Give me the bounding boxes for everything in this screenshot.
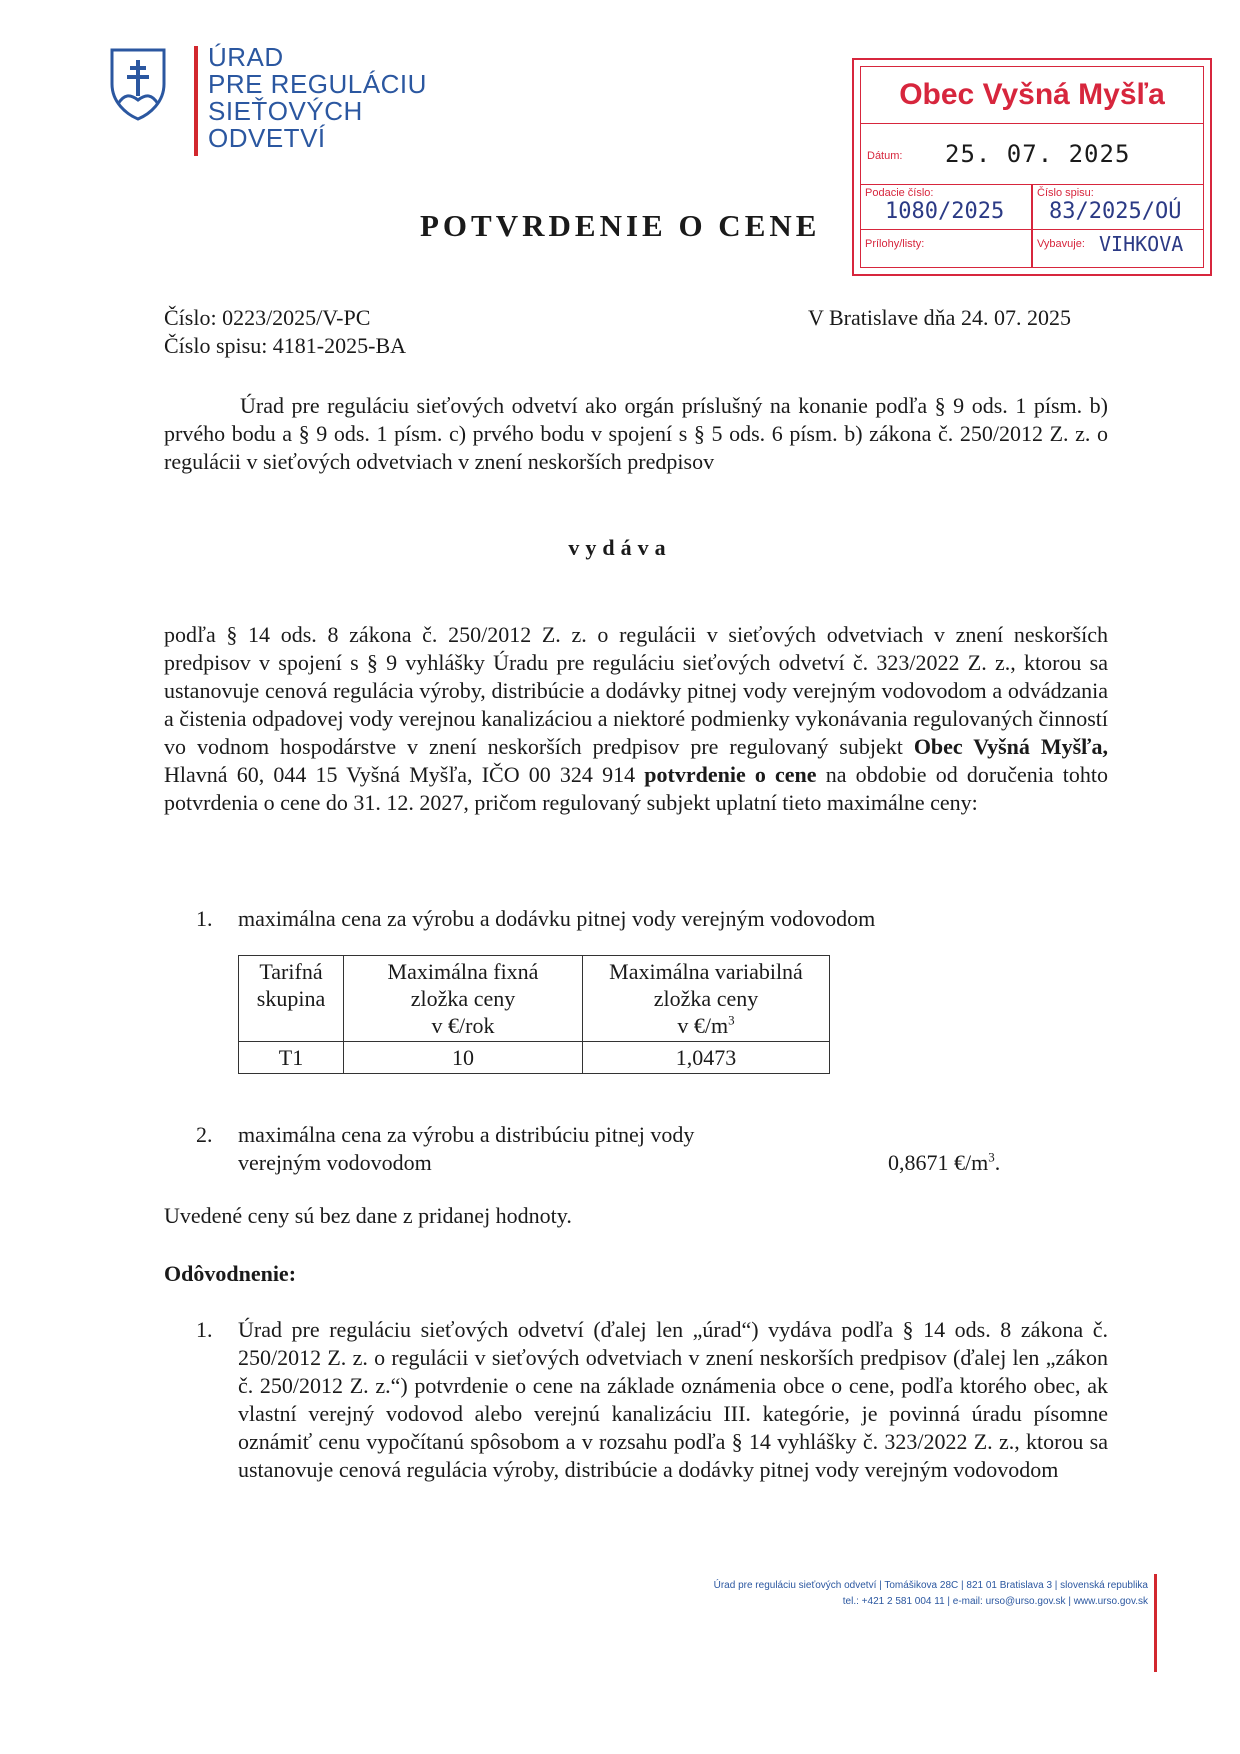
logo-line-4: ODVETVÍ: [208, 123, 326, 153]
item2-number: 2.: [196, 1122, 213, 1147]
justification-heading: Odôvodnenie:: [164, 1261, 297, 1286]
stamp-vybavuje-label: Vybavuje:: [1037, 238, 1085, 250]
footer-contacts: tel.: +421 2 581 004 11 | e-mail: urso@urso.gov.sk | www.urso.gov.sk: [842, 1596, 1148, 1607]
logo-text: [208, 44, 427, 152]
stamp-spis-value: 83/2025/OÚ: [1049, 199, 1182, 224]
reference-number: Číslo: 0223/2025/V-PC: [164, 305, 371, 330]
main-paragraph: [164, 621, 1108, 817]
item1-text: maximálna cena za výrobu a dodávku pitnej vody verejným vodovodom: [238, 906, 876, 931]
table-header-cell: Tarifná skupina: [239, 956, 344, 1042]
footer-address: Úrad pre reguláciu sieťových odvetví | Tomášikova 28C | 821 01 Bratislava 3 | slovenská republika: [713, 1580, 1148, 1591]
table-row: [239, 1042, 830, 1074]
stamp-date-value: 25. 07. 2025: [945, 140, 1131, 168]
table-header-cell: Maximálna variabilná zložka ceny v $€/m^3$: [583, 956, 830, 1042]
vat-note: Uvedené ceny sú bez dane z pridanej hodnoty.: [164, 1203, 572, 1228]
regulated-subject: Obec Vyšná Myšľa,: [913, 734, 1108, 759]
logo-divider: [194, 46, 198, 156]
stamp-organization: Obec Vyšná Myšľa: [861, 67, 1203, 124]
table-cell: 10: [344, 1042, 583, 1074]
item2-text: maximálna cena za výrobu a distribúciu pitnej vody verejným vodovodom: [238, 1122, 695, 1175]
stamp-podacie-value: 1080/2025: [885, 199, 1005, 224]
stamp-vybavuje-value: VIHKOVA: [1099, 232, 1184, 256]
stamp-podacie-label: Podacie číslo:: [865, 187, 934, 199]
intro-paragraph: Úrad pre reguláciu sieťových odvetví ako orgán príslušný na konanie podľa § 9 ods. 1 písm. b) prvého bodu a § 9 ods. 1 písm. c) prvého bodu v spojení s § 5 ods. 6 písm. b) zákona č. 250/2012 Z. z. o regulácii v sieťových odvetviach v znení neskorších predpisov: [164, 393, 1108, 474]
main-text-part2: Hlavná 60, 044 15 Vyšná Myšľa, IČO 00 324 914: [164, 762, 645, 787]
table-cell: 1,0473: [583, 1042, 830, 1074]
logo-line-3: SIEŤOVÝCH: [208, 96, 363, 126]
table-header-cell: Maximálna fixná zložka ceny v €/rok: [344, 956, 583, 1042]
stamp-date-label: Dátum:: [867, 150, 903, 162]
registry-stamp: [852, 58, 1212, 276]
issues-heading: vydáva: [568, 535, 672, 560]
footer-divider: [1154, 1574, 1157, 1672]
slovak-coat-of-arms-icon: [108, 46, 168, 122]
main-text-part3: na obdobie od doručenia tohto potvrdenia o cene do 31. 12. 2027, pričom regulovaný subjekt uplatní tieto maximálne ceny:: [164, 762, 1108, 815]
stamp-prilohy-label: Prílohy/listy:: [865, 238, 925, 250]
stamp-spis-label: Číslo spisu:: [1037, 187, 1094, 199]
table-cell: T1: [239, 1042, 344, 1074]
document-title: POTVRDENIE O CENE: [420, 208, 821, 243]
file-number: Číslo spisu: 4181-2025-BA: [164, 333, 407, 358]
logo-line-1: ÚRAD: [208, 42, 284, 72]
justification-item-number: 1.: [196, 1317, 213, 1342]
reference-block: [164, 304, 406, 360]
main-text-part1: podľa § 14 ods. 8 zákona č. 250/2012 Z. z. o regulácii v sieťových odvetviach v znení neskorších predpisov v spojení s § 9 vyhlášky Úradu pre reguláciu sieťových odvetví č. 323/2022 Z. z., ktorou sa ustanovuje cenová regulácia výroby, distribúcie a dodávky pitnej vody verejným vodovodom a odvádzania a čistenia odpadovej vody verejnou kanalizáciou a niektoré podmienky vykonávania regulovaných činností vo vodnom hospodárstve v znení neskorších predpisov pre regulovaný subjekt: [164, 622, 1108, 759]
justification-item-text: Úrad pre reguláciu sieťových odvetví (ďalej len „úrad“) vydáva podľa § 14 ods. 8 zákona č. 250/2012 Z. z. o regulácii v sieťových odvetviach v znení neskorších predpisov (ďalej len „zákon č. 250/2012 Z. z.“) potvrdenie o cene na základe oznámenia obce o cene, podľa ktorého obec, ak vlastní verejný vodovod alebo verejnú kanalizáciu III. kategórie, je povinná úradu písomne oznámiť cenu vypočítanú spôsobom a v rozsahu podľa § 14 vyhlášky č. 323/2022 Z. z., ktorou sa ustanovuje cenová regulácia výroby, distribúcie a dodávky pitnej vody verejným vodovodom: [238, 1317, 1108, 1482]
logo-line-2: PRE REGULÁCIU: [208, 69, 427, 99]
office-logo: [108, 42, 438, 156]
item1-number: 1.: [196, 906, 213, 931]
price-table: [238, 955, 830, 1074]
main-bold-phrase: potvrdenie o cene: [644, 762, 817, 787]
item2-price: 0,8671 $€/m^3$.: [888, 1149, 1001, 1175]
place-date: V Bratislave dňa 24. 07. 2025: [808, 305, 1071, 330]
table-header-row: [239, 956, 830, 1042]
